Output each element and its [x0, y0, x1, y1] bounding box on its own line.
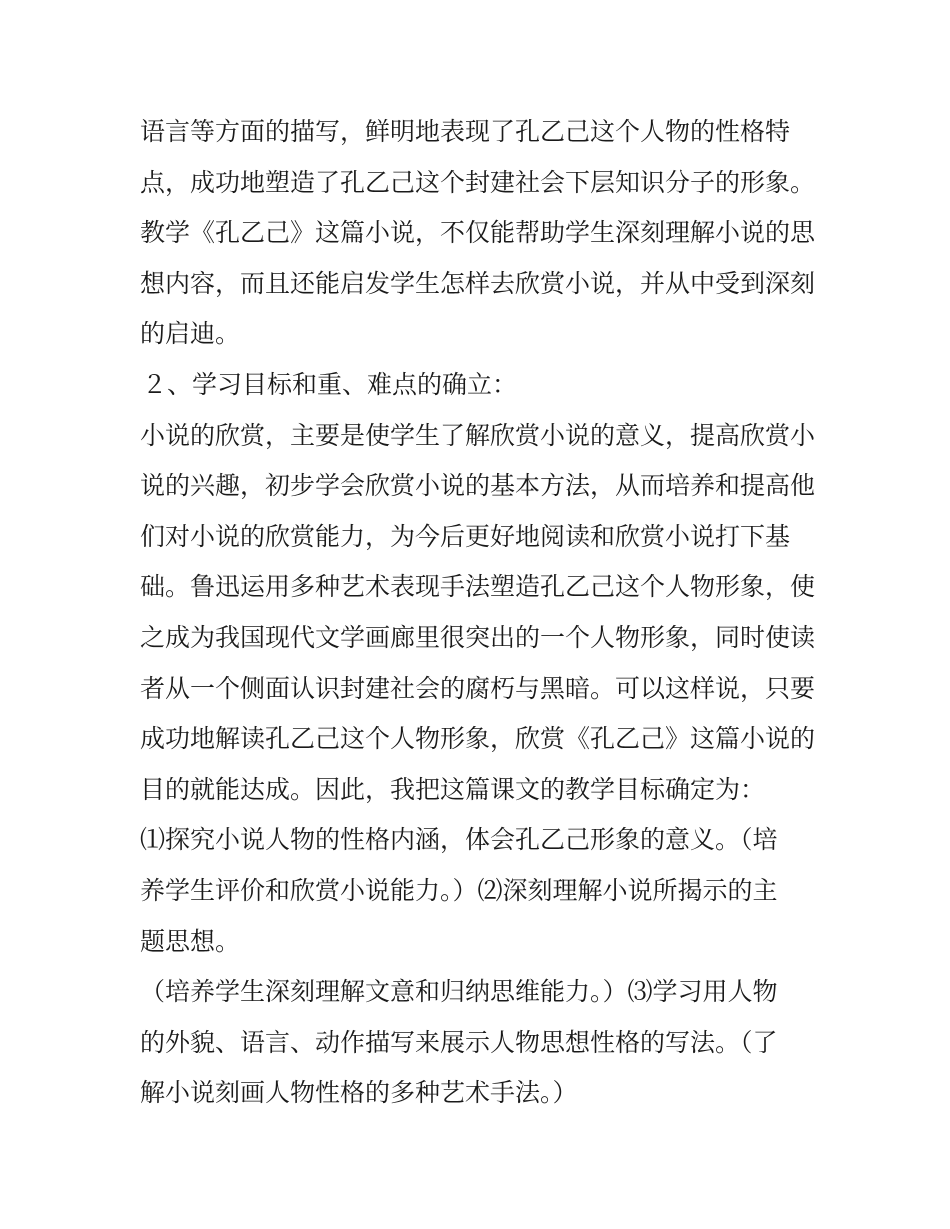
text-line: 的启迪。: [140, 319, 241, 349]
text-line: 教学《孔乙己》这篇小说，不仅能帮助学生深刻理解小说的思: [140, 218, 816, 248]
objective-line: 题思想。: [140, 926, 241, 956]
objective-line: ⑴探究小说人物的性格内涵，体会孔乙己形象的意义。（培: [140, 825, 778, 855]
text-line: 语言等方面的描写，鲜明地表现了孔乙己这个人物的性格特: [140, 117, 791, 146]
body-text: [140, 107, 820, 1119]
text-line: 说的兴趣，初步学会欣赏小说的基本方法，从而培养和提高他: [140, 471, 816, 501]
objective-line: 的外貌、语言、动作描写来展示人物思想性格的写法。（了: [140, 1027, 778, 1057]
objective-line: （培养学生深刻理解文意和归纳思维能力。）⑶学习用人物: [140, 977, 778, 1007]
objective-line: 解小说刻画人物性格的多种艺术手法。）: [140, 1078, 578, 1108]
text-line: 础。鲁迅运用多种艺术表现手法塑造孔乙己这个人物形象，使: [140, 572, 816, 602]
text-line: 小说的欣赏，主要是使学生了解欣赏小说的意义，提高欣赏小: [140, 420, 816, 450]
section-heading: ２、学习目标和重、难点的确立：: [142, 369, 518, 399]
text-line: 目的就能达成。因此，我把这篇课文的教学目标确定为：: [140, 774, 766, 804]
text-line: 者从一个侧面认识封建社会的腐朽与黑暗。可以这样说，只要: [140, 673, 816, 703]
text-line: 成功地解读孔乙己这个人物形象，欣赏《孔乙己》这篇小说的: [140, 724, 816, 754]
text-line: 想内容，而且还能启发学生怎样去欣赏小说，并从中受到深刻: [140, 268, 816, 298]
objective-line: 养学生评价和欣赏小说能力。）⑵深刻理解小说所揭示的主: [140, 875, 778, 905]
text-line: 点，成功地塑造了孔乙己这个封建社会下层知识分子的形象。: [140, 167, 816, 197]
text-line: 之成为我国现代文学画廊里很突出的一个人物形象，同时使读: [140, 622, 816, 652]
text-line: 们对小说的欣赏能力，为今后更好地阅读和欣赏小说打下基: [140, 521, 791, 551]
